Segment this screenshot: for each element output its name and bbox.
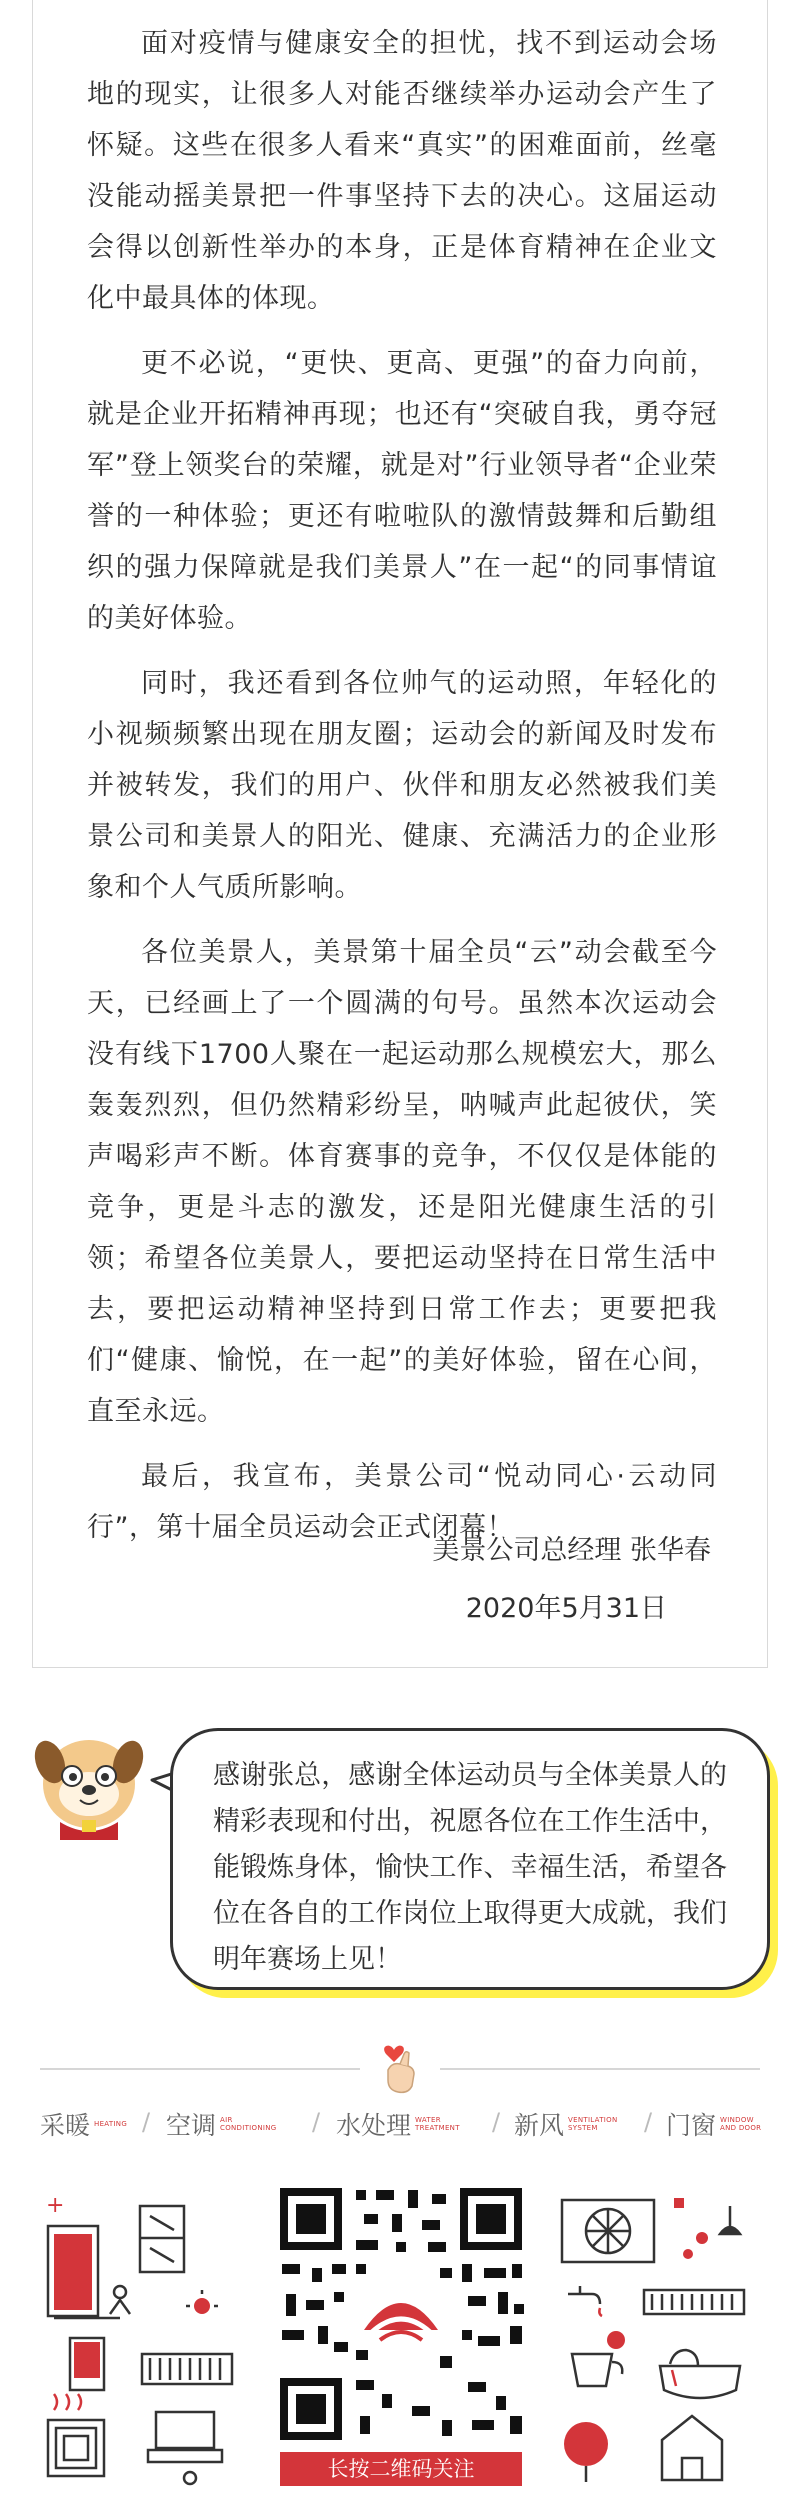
category-ventilation[interactable]: 新风 VENTILATION SYSTEM (514, 2111, 618, 2140)
water-ventilation-illustration (552, 2190, 762, 2490)
category-air-conditioning[interactable]: 空调 AIR CONDITIONING (166, 2111, 277, 2140)
letter-paragraph-1: 面对疫情与健康安全的担忧，找不到运动会场地的现实，让很多人对能否继续举办运动会产生了怀疑。这些在很多人看来“真实”的困难面前，丝毫没能动摇美景把一件事坚持下去的决心。这届运动会得以创新性举办的本身，正是体育精神在企业文化中最具体的体现。 (87, 28, 717, 314)
finger-heart-icon (378, 2040, 424, 2096)
qr-caption: 长按二维码关注 (280, 2452, 522, 2486)
letter-paragraph-3: 同时，我还看到各位帅气的运动照，年轻化的小视频频繁出现在朋友圈；运动会的新闻及时发布并被转发，我们的用户、伙伴和朋友必然被我们美景公司和美景人的阳光、健康、充满活力的企业形象和个人气质所影响。 (87, 668, 717, 903)
category-separator: / (142, 2108, 151, 2136)
dog-mascot-icon (30, 1722, 148, 1840)
svg-text:+: + (46, 2193, 65, 2218)
speech-bubble (170, 1728, 770, 1990)
category-window-door[interactable]: 门窗 WINDOW AND DOOR (666, 2111, 762, 2140)
letter-paragraph-4: 各位美景人，美景第十届全员“云”动会截至今天，已经画上了一个圆满的句号。虽然本次运动会没有线下1700人聚在一起运动那么规模宏大，那么轰轰烈烈，但仍然精彩纷呈，呐喊声此起彼伏，笑声喝彩声不断。体育赛事的竞争，不仅仅是体能的竞争，更是斗志的激发，还是阳光健康生活的引领；希望各位美景人，要把运动坚持在日常生活中去，要把运动精神坚持到日常工作去；更要把我们“健康、愉悦，在一起”的美好体验，留在心间，直至永远。 (87, 937, 717, 1427)
signature-date: 2020年5月31日 (465, 1593, 667, 1624)
qr-code[interactable] (272, 2180, 530, 2448)
letter-paragraph-2: 更不必说，“更快、更高、更强”的奋力向前，就是企业开拓精神再现；也还有“突破自我，勇夺冠军”登上领奖台的荣耀，就是对”行业领导者“企业荣誉的一种体验；更还有啦啦队的激情鼓舞和后勤组织的强力保障就是我们美景人”在一起“的同事情谊的美好体验。 (87, 348, 717, 634)
category-bar (40, 2106, 770, 2156)
category-separator: / (492, 2108, 501, 2136)
category-separator: / (644, 2108, 653, 2136)
divider-right (440, 2068, 760, 2070)
category-heating[interactable]: 采暖 HEATING (40, 2111, 128, 2140)
qr-code-block[interactable] (272, 2180, 530, 2490)
bubble-text: 感谢张总，感谢全体运动员与全体美景人的精彩表现和付出，祝愿各位在工作生活中，能锻炼身体，愉快工作、幸福生活，希望各位在各自的工作岗位上取得更大成就，我们明年赛场上见！ (213, 1760, 727, 1975)
category-separator: / (312, 2108, 321, 2136)
letter-paragraph-5: 最后，我宣布，美景公司“悦动同心·云动同行”，第十届全员运动会正式闭幕！ (87, 1461, 717, 1543)
signature-name: 美景公司总经理 张华春 (432, 1535, 711, 1566)
letter-card (32, 0, 768, 1668)
divider-left (40, 2068, 360, 2070)
heating-aircon-illustration (40, 2190, 250, 2490)
category-water-treatment[interactable]: 水处理 WATER TREATMENT (336, 2111, 460, 2140)
letter-body (87, 18, 717, 1567)
